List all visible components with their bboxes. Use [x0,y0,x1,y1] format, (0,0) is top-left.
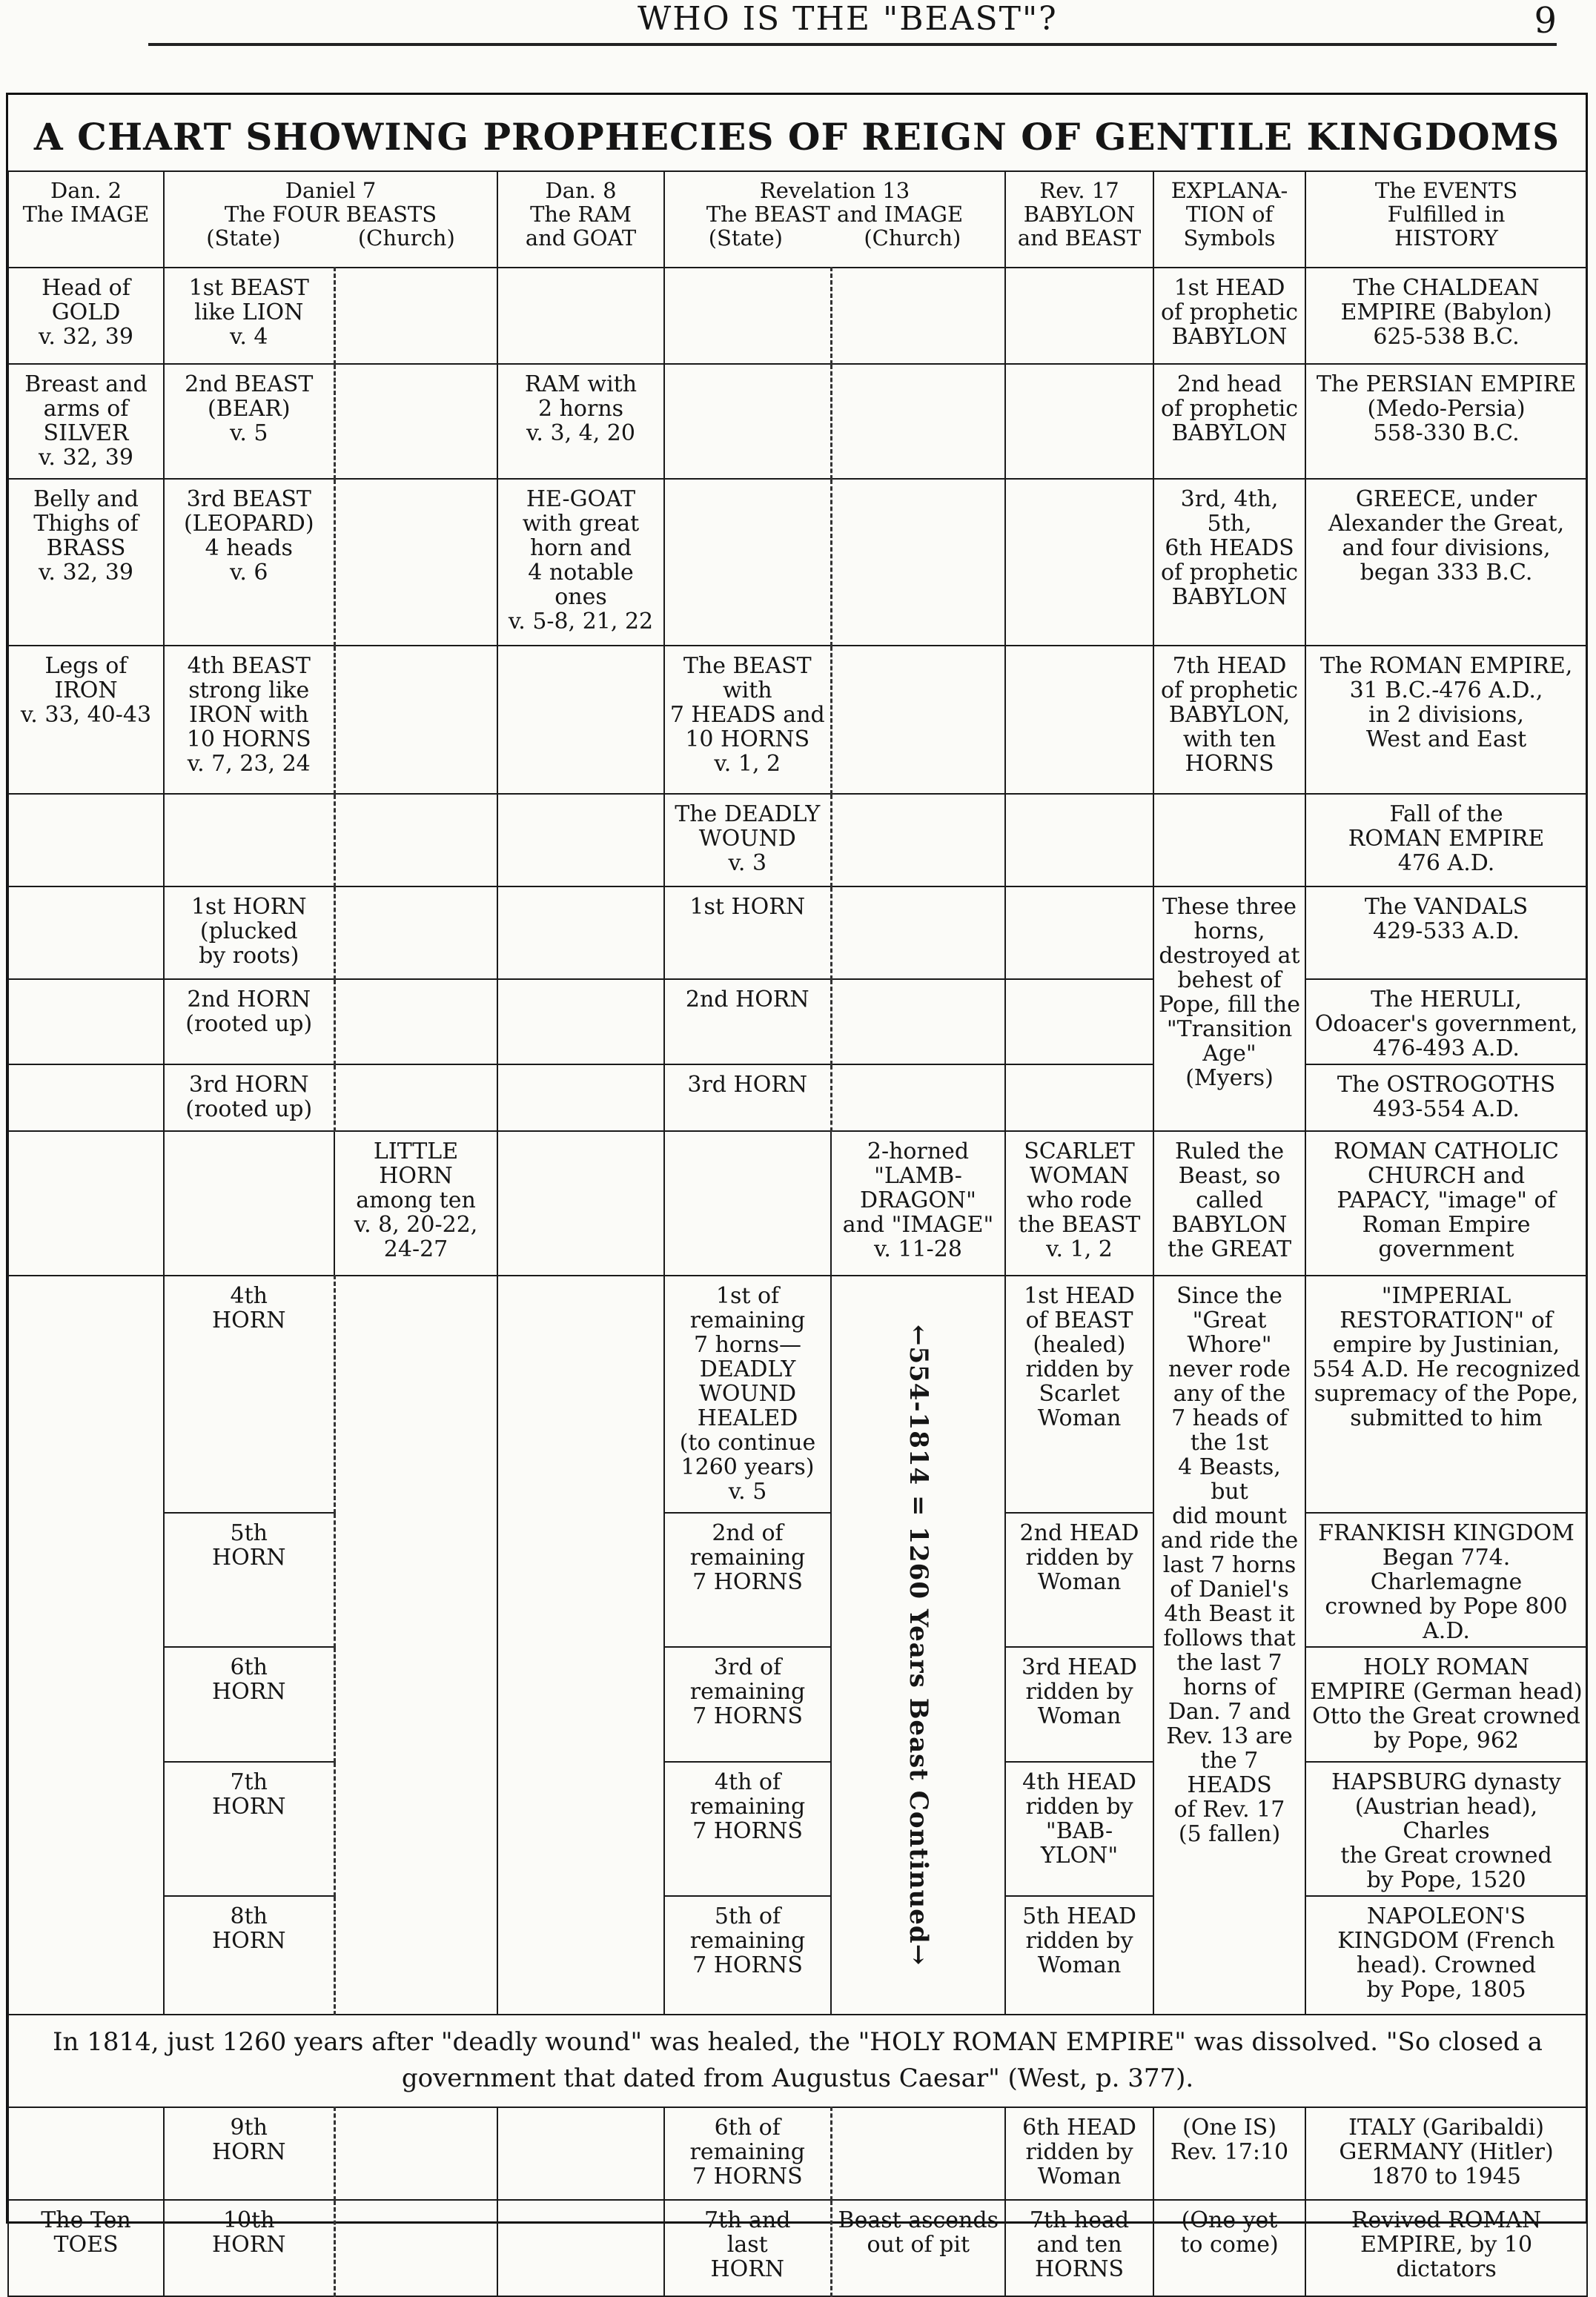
cell: 1st BEAST like LION v. 4 [164,268,334,364]
table-row [8,1131,1587,1276]
note-row [8,2015,1587,2107]
cell: 7th and last HORN [664,2200,831,2296]
cell: 3rd of remaining 7 HORNS [664,1647,831,1762]
cell: 2nd of remaining 7 HORNS [664,1513,831,1647]
cell: The Ten TOES [8,2200,164,2296]
cell: Legs of IRON v. 33, 40-43 [8,646,164,794]
table-row [8,2200,1587,2296]
cell: 7th HEAD of prophetic BABYLON, with ten HORNS [1153,646,1305,794]
cell [1005,479,1153,646]
cell: HAPSBURG dynasty (Austrian head), Charles the Great crowned by Pope, 1520 [1305,1762,1587,1896]
cell: 4th BEAST strong like IRON with 10 HORNS v. 7, 23, 24 [164,646,334,794]
later-explanation-cell: Since the "Great Whore" never rode any of the 7 heads of the 1st 4 Beasts, but did mount and ride the last 7 horns of Daniel's 4th Beast it follows that the last 7 horns of Dan. 7 and Rev. 13 are the 7 HEADS of Rev. 17 (5 fallen) [1153,1276,1305,2015]
col-dan2: Dan. 2 The IMAGE [8,171,164,268]
cell [497,886,664,979]
cell: Belly and Thighs of BRASS v. 32, 39 [8,479,164,646]
cell [8,1276,164,2015]
cell [497,2200,664,2296]
cell [831,886,1005,979]
cell [334,364,497,479]
cell: ITALY (Garibaldi) GERMANY (Hitler) 1870 to 1945 [1305,2107,1587,2200]
cell [334,886,497,979]
page-header [148,0,1557,52]
cell [8,979,164,1064]
cell [831,794,1005,886]
cell [334,479,497,646]
cell [334,794,497,886]
cell: 1st HEAD of prophetic BABYLON [1153,268,1305,364]
note-1814: In 1814, just 1260 years after "deadly wound" was healed, the "HOLY ROMAN EMPIRE" was dissolved. "So closed a government that dated from Augustus Caesar" (West, p. 377). [8,2015,1587,2107]
cell: 5th of remaining 7 HORNS [664,1896,831,2015]
cell: Fall of the ROMAN EMPIRE 476 A.D. [1305,794,1587,886]
cell: (One yet to come) [1153,2200,1305,2296]
col-rev13: Revelation 13 The BEAST and IMAGE (State) (Church) [664,171,1005,268]
cell [497,1064,664,1131]
cell: (One IS) Rev. 17:10 [1153,2107,1305,2200]
cell: 3rd HORN [664,1064,831,1131]
cell: 3rd HORN (rooted up) [164,1064,334,1131]
cell [664,1131,831,1276]
cell [497,1131,664,1276]
cell: 8th HORN [164,1896,334,2015]
cell: Ruled the Beast, so called BABYLON the GREAT [1153,1131,1305,1276]
table-row [8,479,1587,646]
cell: LITTLE HORN among ten v. 8, 20-22, 24-27 [334,1131,497,1276]
col-dan7: Daniel 7 The FOUR BEASTS (State) (Church) [164,171,497,268]
table-row [8,979,1587,1064]
cell: HE-GOAT with great horn and 4 notable ones v. 5-8, 21, 22 [497,479,664,646]
cell: The ROMAN EMPIRE, 31 B.C.-476 A.D., in 2 divisions, West and East [1305,646,1587,794]
cell: 2nd HORN [664,979,831,1064]
header-rule [148,43,1557,46]
table-row [8,1513,1587,1647]
cell: Beast ascends out of pit [831,2200,1005,2296]
cell [334,1064,497,1131]
cell: 5th HORN [164,1513,334,1647]
cell: 2-horned "LAMB- DRAGON" and "IMAGE" v. 11-28 [831,1131,1005,1276]
cell: 1st of remaining 7 horns— DEADLY WOUND HEALED (to continue 1260 years) v. 5 [664,1276,831,1513]
dan7-state: (State) [206,225,281,251]
cell [1005,794,1153,886]
cell: 5th HEAD ridden by Woman [1005,1896,1153,2015]
table-row [8,1276,1587,1513]
cell: The DEADLY WOUND v. 3 [664,794,831,886]
cell [334,1276,497,2015]
cell [8,886,164,979]
cell [1005,268,1153,364]
cell: HOLY ROMAN EMPIRE (German head) Otto the Great crowned by Pope, 962 [1305,1647,1587,1762]
cell: Head of GOLD v. 32, 39 [8,268,164,364]
cell [497,646,664,794]
cell: Revived ROMAN EMPIRE, by 10 dictators [1305,2200,1587,2296]
cell: The PERSIAN EMPIRE (Medo-Persia) 558-330 B.C. [1305,364,1587,479]
cell: FRANKISH KINGDOM Began 774. Charlemagne crowned by Pope 800 A.D. [1305,1513,1587,1647]
cell: 4th HEAD ridden by "BAB- YLON" [1005,1762,1153,1896]
cell [164,1131,334,1276]
cell [664,364,831,479]
cell: 1st HORN (plucked by roots) [164,886,334,979]
span-note-cell [831,1276,1005,2015]
cell [664,479,831,646]
cell: 1st HEAD of BEAST (healed) ridden by Scarlet Woman [1005,1276,1153,1513]
cell [1005,1064,1153,1131]
span-note: ←554-1814 = 1260 Years Beast Continued→ [904,1324,934,1966]
cell [8,1131,164,1276]
cell: 3rd, 4th, 5th, 6th HEADS of prophetic BABYLON [1153,479,1305,646]
rev13-church: (Church) [864,225,961,251]
horn-explanation-cell: These three horns, destroyed at behest of Pope, fill the "Transition Age" (Myers) [1153,886,1305,1131]
running-title: WHO IS THE "BEAST"? [638,0,1058,38]
cell: ROMAN CATHOLIC CHURCH and PAPACY, "image" of Roman Empire government [1305,1131,1587,1276]
cell [1153,794,1305,886]
table-row [8,646,1587,794]
cell: 2nd head of prophetic BABYLON [1153,364,1305,479]
cell [497,979,664,1064]
cell [831,979,1005,1064]
header-row [8,171,1587,268]
cell [334,2200,497,2296]
table-row [8,2107,1587,2200]
col-events: The EVENTS Fulfilled in HISTORY [1305,171,1587,268]
cell [831,364,1005,479]
chart-title: A CHART SHOWING PROPHECIES OF REIGN OF GENTILE KINGDOMS [33,115,1560,159]
page-number: 9 [1534,0,1557,42]
cell [334,268,497,364]
cell: 7th HORN [164,1762,334,1896]
cell: The HERULI, Odoacer's government, 476-493 A.D. [1305,979,1587,1064]
cell: 6th HORN [164,1647,334,1762]
cell: 9th HORN [164,2107,334,2200]
cell [497,794,664,886]
cell [8,1064,164,1131]
col-rev17: Rev. 17 BABYLON and BEAST [1005,171,1153,268]
cell: 10th HORN [164,2200,334,2296]
cell: 2nd BEAST (BEAR) v. 5 [164,364,334,479]
cell [1005,886,1153,979]
cell: SCARLET WOMAN who rode the BEAST v. 1, 2 [1005,1131,1153,1276]
dan7-church: (Church) [357,225,455,251]
cell: 6th of remaining 7 HORNS [664,2107,831,2200]
cell: The VANDALS 429-533 A.D. [1305,886,1587,979]
cell [8,2107,164,2200]
cell [8,794,164,886]
cell [831,1064,1005,1131]
cell: 3rd BEAST (LEOPARD) 4 heads v. 6 [164,479,334,646]
cell: 4th HORN [164,1276,334,1513]
cell: 7th head and ten HORNS [1005,2200,1153,2296]
cell [334,2107,497,2200]
cell: 2nd HORN (rooted up) [164,979,334,1064]
cell: The CHALDEAN EMPIRE (Babylon) 625-538 B.C. [1305,268,1587,364]
cell [497,2107,664,2200]
table-row [8,886,1587,979]
rev13-state: (State) [708,225,783,251]
table-row [8,268,1587,364]
table-row [8,1896,1587,2015]
table-row [8,794,1587,886]
cell [497,1276,664,2015]
cell: 2nd HEAD ridden by Woman [1005,1513,1153,1647]
col-dan8: Dan. 8 The RAM and GOAT [497,171,664,268]
cell [831,646,1005,794]
cell [334,646,497,794]
cell: 3rd HEAD ridden by Woman [1005,1647,1153,1762]
cell [831,479,1005,646]
cell [831,2107,1005,2200]
cell [497,268,664,364]
cell [164,794,334,886]
cell: "IMPERIAL RESTORATION" of empire by Justinian, 554 A.D. He recognized supremacy of the Pope, submitted to him [1305,1276,1587,1513]
cell: 1st HORN [664,886,831,979]
table-row [8,364,1587,479]
cell: NAPOLEON'S KINGDOM (French head). Crowned by Pope, 1805 [1305,1896,1587,2015]
cell [1005,979,1153,1064]
table-row [8,1064,1587,1131]
cell: The OSTROGOTHS 493-554 A.D. [1305,1064,1587,1131]
col-explanation: EXPLANA- TION of Symbols [1153,171,1305,268]
cell [831,268,1005,364]
cell: Breast and arms of SILVER v. 32, 39 [8,364,164,479]
cell [1005,646,1153,794]
cell [334,979,497,1064]
cell [1005,364,1153,479]
cell [664,268,831,364]
cell: The BEAST with 7 HEADS and 10 HORNS v. 1, 2 [664,646,831,794]
table-row [8,1647,1587,1762]
cell: GREECE, under Alexander the Great, and four divisions, began 333 B.C. [1305,479,1587,646]
cell: RAM with 2 horns v. 3, 4, 20 [497,364,664,479]
cell: 6th HEAD ridden by Woman [1005,2107,1153,2200]
table-row [8,1762,1587,1896]
prophecy-table [7,170,1588,2297]
cell: 4th of remaining 7 HORNS [664,1762,831,1896]
